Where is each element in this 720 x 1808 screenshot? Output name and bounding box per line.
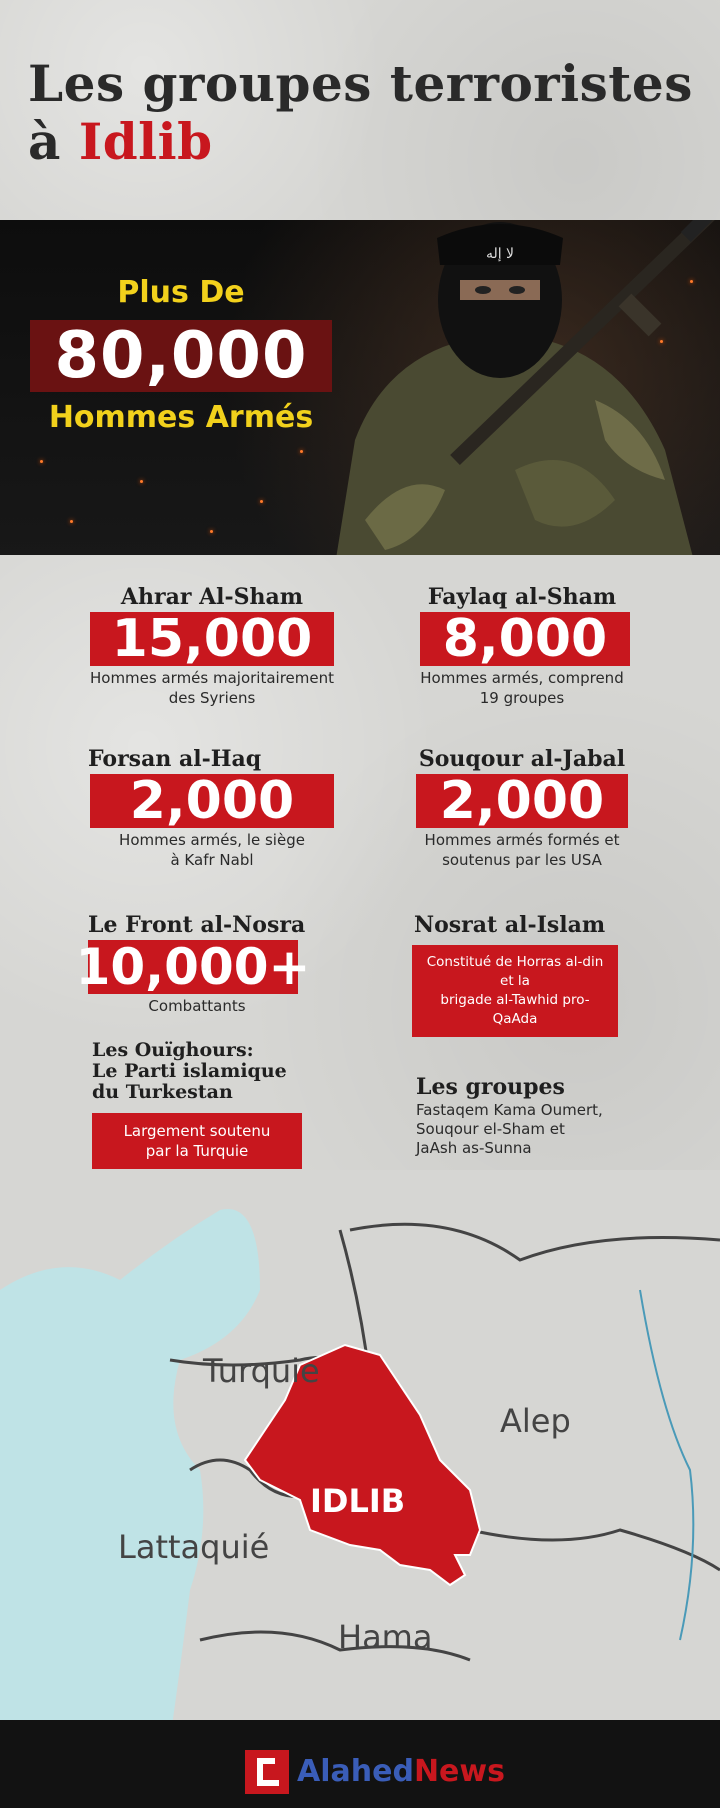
group-number: 2,000	[416, 774, 628, 828]
group-nosrat-al-islam	[412, 913, 642, 1037]
group-desc: Combattants	[148, 997, 246, 1015]
group-desc: Fastaqem Kama Oumert, Souqour el-Sham et JaAsh as-Sunna	[416, 1101, 603, 1157]
group-name: Nosrat al-Islam	[414, 912, 606, 938]
group-number: 15,000	[90, 612, 334, 666]
group-ouighours	[92, 1040, 332, 1169]
hero-prefix: Plus De	[117, 275, 245, 310]
group-note: Constitué de Horras al-din et la brigade al-Tawhid pro-QaAda	[412, 945, 618, 1037]
group-number: 2,000	[90, 774, 334, 828]
hero-number: 80,000	[54, 319, 308, 393]
footer-bar	[0, 1720, 720, 1808]
group-les-groupes	[416, 1075, 656, 1158]
group-desc: Hommes armés, comprend 19 groupes	[420, 669, 624, 707]
label-idlib: IDLIB	[310, 1482, 406, 1520]
group-name: Les Ouïghours: Le Parti islamique du Turkestan	[92, 1039, 287, 1103]
label-alep: Alep	[500, 1402, 571, 1440]
group-name: Le Front al-Nosra	[88, 912, 306, 938]
title-highlight: Idlib	[78, 112, 213, 171]
group-desc: Hommes armés, le siège à Kafr Nabl	[119, 831, 305, 869]
title-line2-prefix: à	[28, 112, 79, 171]
group-name: Forsan al-Haq	[88, 746, 262, 772]
group-ahrar-al-sham	[62, 585, 362, 708]
group-name: Souqour al-Jabal	[418, 746, 626, 772]
label-turquie: Turquie	[203, 1352, 320, 1390]
group-name: Les groupes	[416, 1074, 565, 1100]
brand-logo-icon	[245, 1750, 289, 1794]
hero-banner	[0, 220, 720, 565]
group-faylaq-al-sham	[372, 585, 672, 708]
svg-text:ﻻ ﺇﻟﻪ: ﻻ ﺇﻟﻪ	[485, 246, 515, 262]
group-note: Largement soutenu par la Turquie	[92, 1113, 302, 1169]
hero-suffix: Hommes Armés	[48, 400, 314, 435]
page-title	[28, 55, 693, 171]
group-desc: Hommes armés majoritairement des Syriens	[89, 669, 335, 707]
label-lattaquie: Lattaquié	[118, 1528, 270, 1566]
group-front-al-nosra	[62, 913, 362, 1016]
title-area	[0, 0, 720, 230]
groups-section	[0, 555, 720, 1195]
group-number: 8,000	[420, 612, 630, 666]
group-souqour-al-jabal	[372, 747, 672, 870]
group-name: Ahrar Al-Sham	[120, 584, 304, 610]
group-forsan-al-haq	[62, 747, 362, 870]
hero-number-box	[30, 320, 332, 392]
group-desc: Hommes armés formés et soutenus par les USA	[424, 831, 620, 869]
label-hama: Hama	[338, 1618, 433, 1656]
title-line1: Les groupes terroristes	[28, 54, 693, 113]
brand-name[interactable]: AlahedNews	[297, 1754, 505, 1789]
armed-fighter-illustration	[295, 220, 720, 565]
region-map	[0, 1170, 720, 1740]
group-number: 10,000+	[75, 938, 311, 996]
group-name: Faylaq al-Sham	[427, 584, 617, 610]
